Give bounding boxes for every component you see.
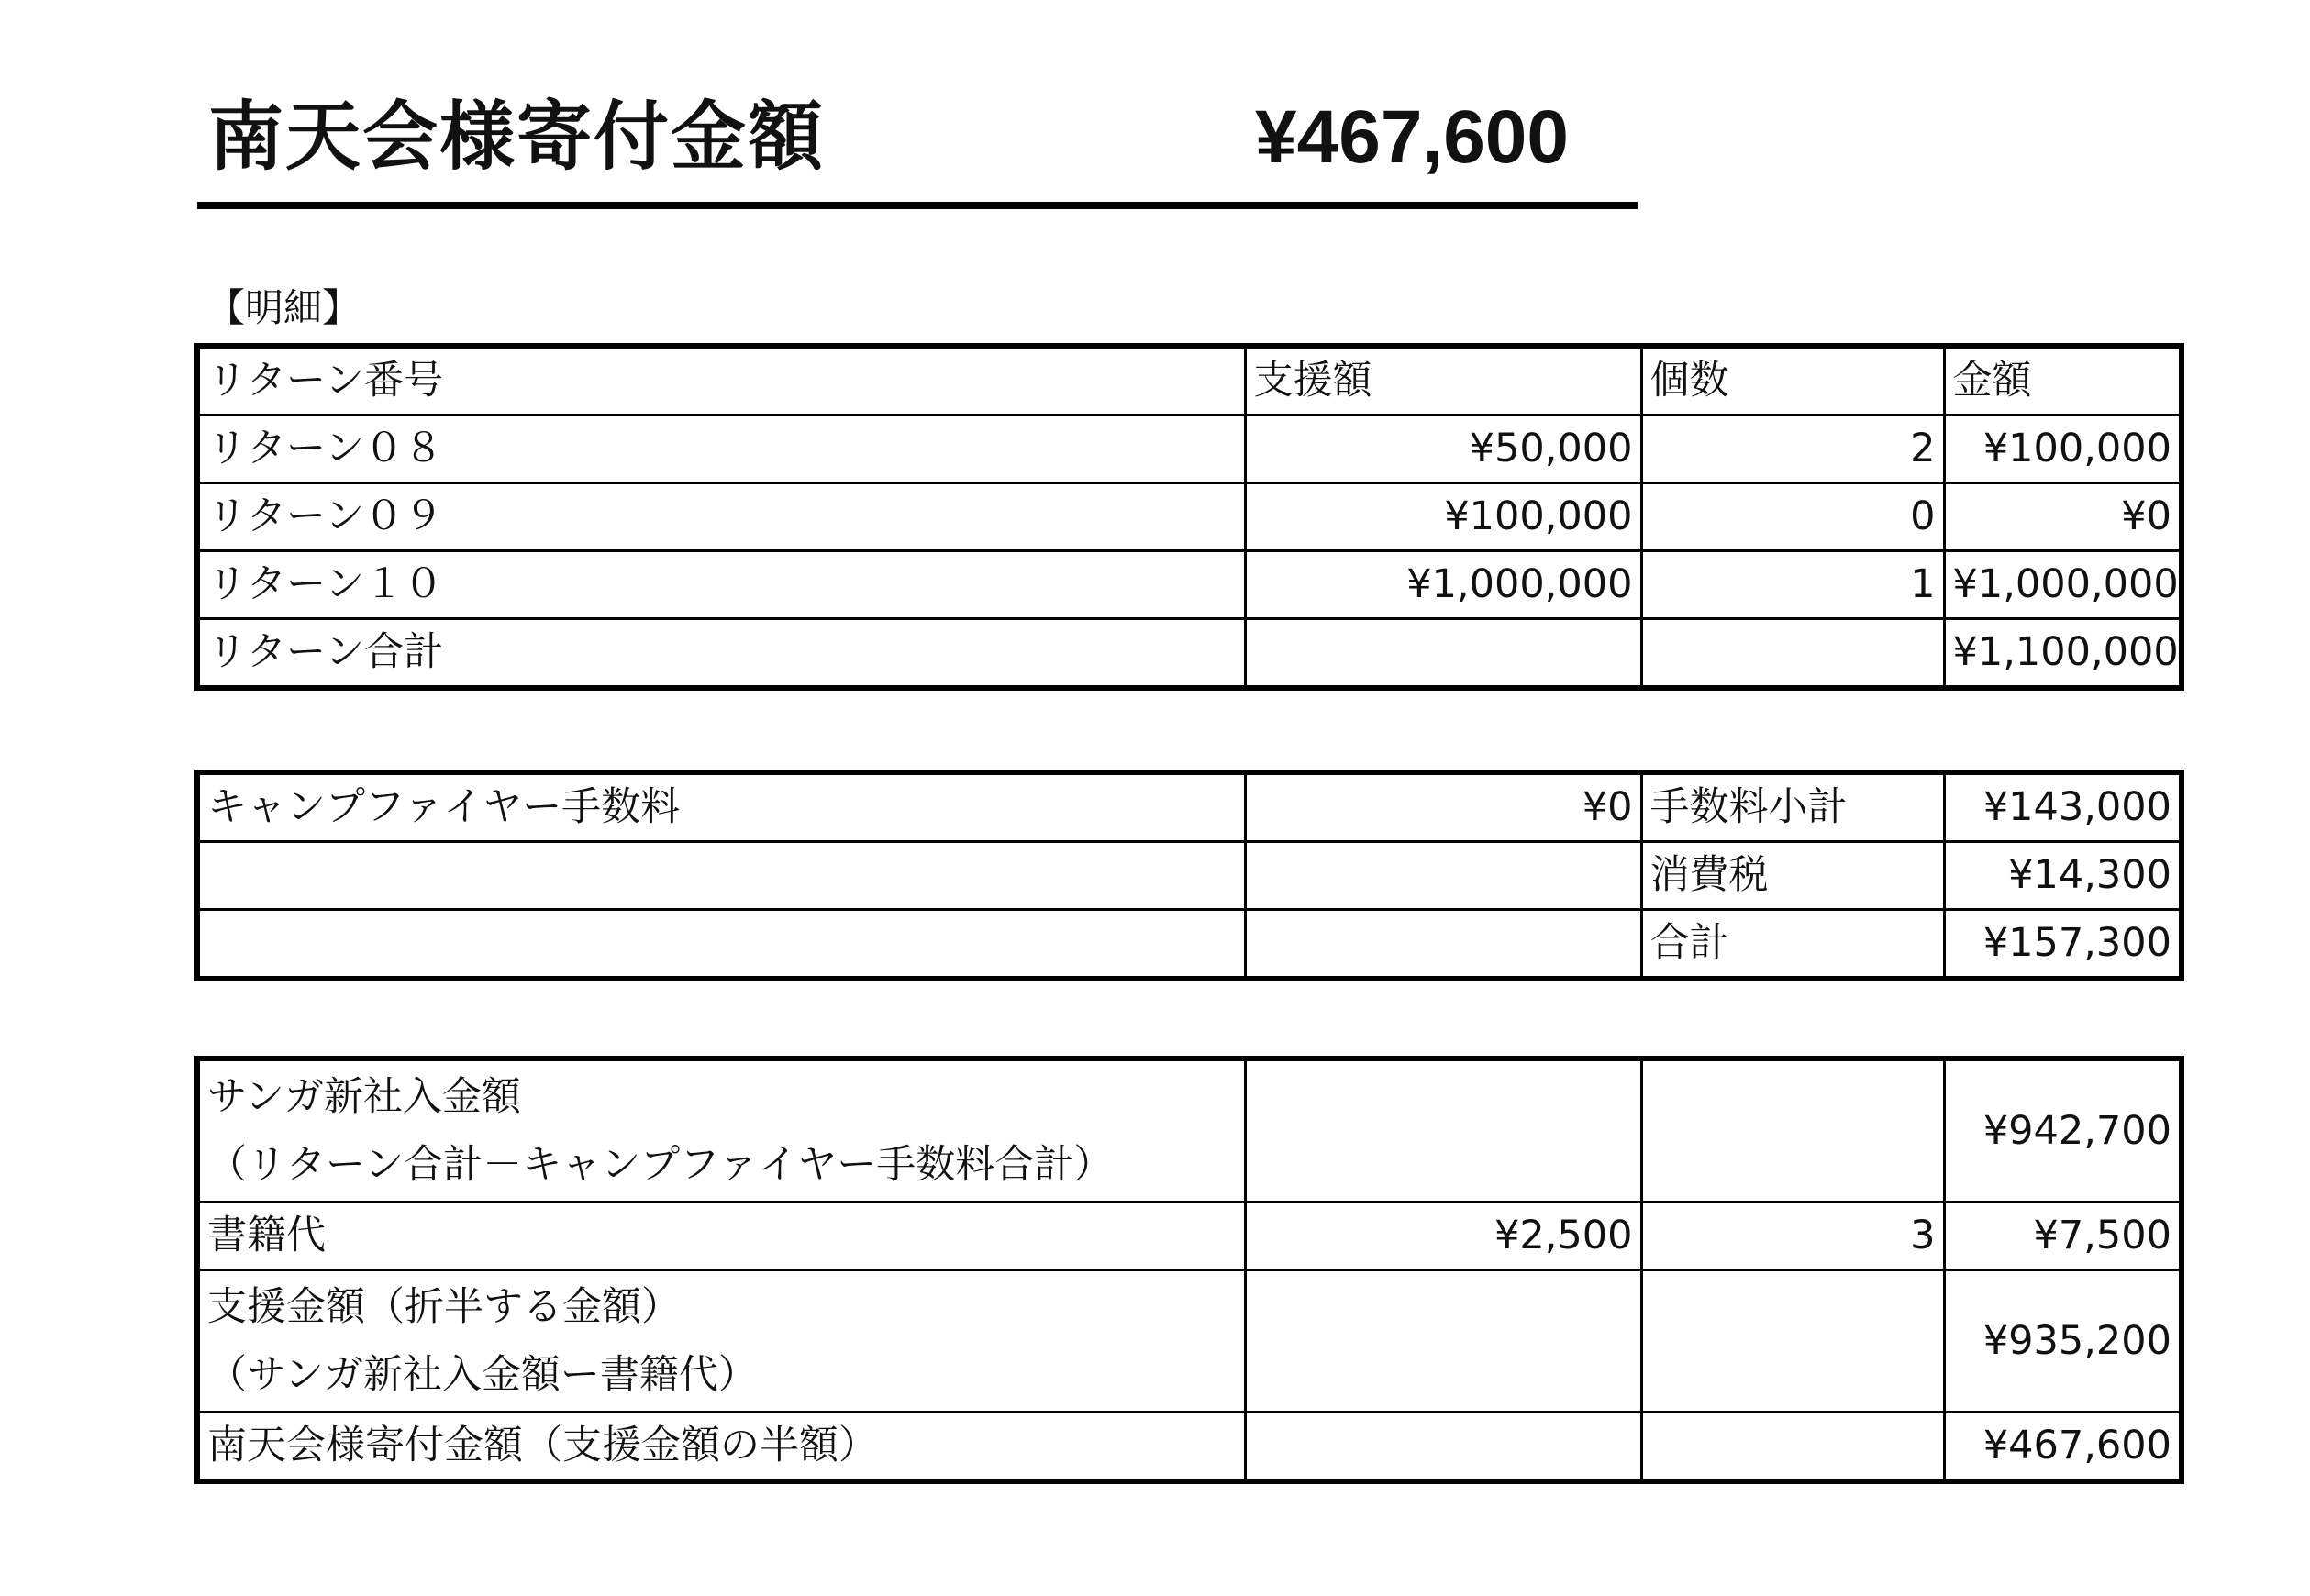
amount: ¥100,000 <box>1944 416 2182 483</box>
return-name: リターン０９ <box>197 483 1245 551</box>
amount: ¥1,000,000 <box>1944 551 2182 619</box>
tax-amount: ¥14,300 <box>1944 842 2182 910</box>
empty-cell <box>1641 1270 1944 1413</box>
header-amount: 金額 <box>1944 346 2182 416</box>
fees-table <box>194 770 2184 981</box>
donation-amount: ¥467,600 <box>1944 1413 2182 1482</box>
empty-cell <box>1641 1058 1944 1203</box>
returns-total-label: リターン合計 <box>197 619 1245 689</box>
header-quantity: 個数 <box>1641 346 1944 416</box>
returns-table <box>194 343 2184 691</box>
table-row <box>197 551 2182 619</box>
document-title: 南天会様寄付金額 <box>208 94 826 181</box>
empty-cell <box>1641 619 1944 689</box>
book-unit-price: ¥2,500 <box>1245 1203 1641 1270</box>
table-row <box>197 483 2182 551</box>
returns-total-amount: ¥1,100,000 <box>1944 619 2182 689</box>
book-cost-label: 書籍代 <box>197 1203 1245 1270</box>
document-header <box>197 87 1638 209</box>
label-line: （リターン合計－キャンプファイヤー手数料合計） <box>207 1142 1114 1188</box>
details-section-label: 【明細】 <box>206 285 361 330</box>
label-line: 支援金額（折半する金額） <box>207 1284 681 1330</box>
donation-label: 南天会様寄付金額（支援金額の半額） <box>197 1413 1245 1482</box>
table-row <box>197 1058 2182 1203</box>
empty-cell <box>1641 1413 1944 1482</box>
header-return-number: リターン番号 <box>197 346 1245 416</box>
returns-total-row <box>197 619 2182 689</box>
empty-cell <box>197 842 1245 910</box>
table-row <box>197 416 2182 483</box>
label-line: （サンガ新社入金額ー書籍代） <box>207 1352 758 1398</box>
empty-cell <box>1245 842 1641 910</box>
quantity: 1 <box>1641 551 1944 619</box>
publisher-income-amount: ¥942,700 <box>1944 1058 2182 1203</box>
table-row <box>197 1270 2182 1413</box>
table-row <box>197 1203 2182 1270</box>
amount: ¥0 <box>1944 483 2182 551</box>
return-name: リターン１０ <box>197 551 1245 619</box>
empty-cell <box>197 910 1245 980</box>
empty-cell <box>1245 1058 1641 1203</box>
summary-table <box>194 1056 2184 1484</box>
empty-cell <box>1245 1413 1641 1482</box>
table-row <box>197 1413 2182 1482</box>
label-line: サンガ新社入金額 <box>207 1074 521 1120</box>
fee-total-label: 合計 <box>1641 910 1944 980</box>
table-row <box>197 910 2182 980</box>
support-amount-label <box>197 1270 1245 1413</box>
empty-cell <box>1245 619 1641 689</box>
book-quantity: 3 <box>1641 1203 1944 1270</box>
support-amount: ¥50,000 <box>1245 416 1641 483</box>
table-header-row <box>197 346 2182 416</box>
donation-total-amount: ¥467,600 <box>1255 95 1570 179</box>
publisher-income-label <box>197 1058 1245 1203</box>
fee-amount: ¥0 <box>1245 772 1641 842</box>
table-row <box>197 842 2182 910</box>
quantity: 0 <box>1641 483 1944 551</box>
fee-subtotal-amount: ¥143,000 <box>1944 772 2182 842</box>
tax-label: 消費税 <box>1641 842 1944 910</box>
return-name: リターン０８ <box>197 416 1245 483</box>
empty-cell <box>1245 1270 1641 1413</box>
support-amount: ¥100,000 <box>1245 483 1641 551</box>
empty-cell <box>1245 910 1641 980</box>
quantity: 2 <box>1641 416 1944 483</box>
book-cost-amount: ¥7,500 <box>1944 1203 2182 1270</box>
support-amount: ¥1,000,000 <box>1245 551 1641 619</box>
table-row <box>197 772 2182 842</box>
header-support-amount: 支援額 <box>1245 346 1641 416</box>
fee-label: キャンプファイヤー手数料 <box>197 772 1245 842</box>
fee-total-amount: ¥157,300 <box>1944 910 2182 980</box>
fee-subtotal-label: 手数料小計 <box>1641 772 1944 842</box>
support-amount-value: ¥935,200 <box>1944 1270 2182 1413</box>
